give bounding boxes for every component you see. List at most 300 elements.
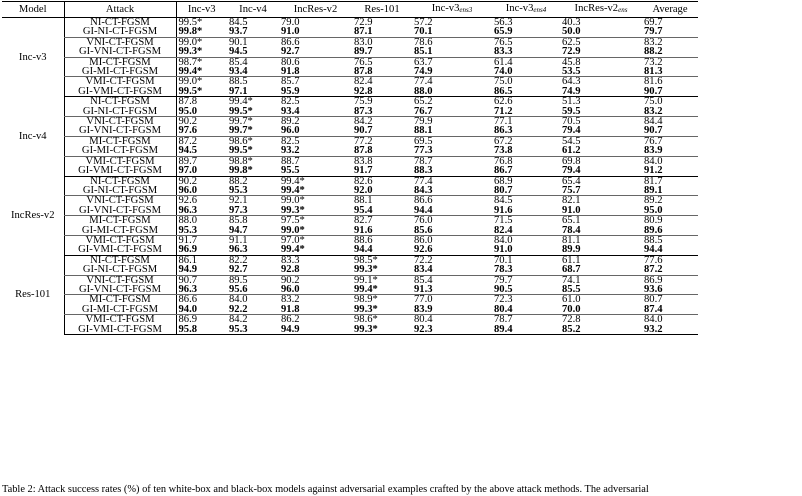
value-cell — [352, 186, 412, 196]
value-text: 98.8* — [229, 155, 253, 167]
value-text: 90.5 — [494, 283, 513, 295]
value-cell — [560, 166, 642, 176]
attack-name: GI-VMI-CT-FGSM — [64, 325, 176, 335]
value-text: 83.4 — [414, 264, 433, 276]
value-text: 93.4 — [281, 105, 300, 117]
value-text: 94.5 — [178, 145, 198, 157]
value-text: 83.2 — [281, 294, 300, 306]
value-cell — [176, 226, 227, 236]
value-cell — [279, 325, 352, 335]
value-cell — [642, 206, 698, 216]
attack-name: GI-VNI-CT-FGSM — [64, 126, 176, 136]
header-col-main: Inc-v3 — [505, 3, 534, 14]
value-text: 89.7 — [178, 155, 198, 167]
value-cell — [227, 166, 279, 176]
value-text: 96.3 — [178, 204, 198, 216]
value-text: 87.3 — [354, 105, 373, 117]
value-text: 79.7 — [644, 26, 663, 38]
value-text: 82.5 — [281, 135, 300, 147]
model-name: Inc-v4 — [18, 130, 47, 142]
value-cell — [279, 206, 352, 216]
value-text: 86.7 — [494, 165, 513, 177]
value-text: 93.2 — [644, 323, 663, 335]
value-text: 91.7 — [178, 234, 198, 246]
value-cell — [560, 206, 642, 216]
value-cell — [492, 325, 560, 335]
value-text: 84.5 — [494, 195, 513, 207]
value-text: 84.2 — [354, 116, 373, 128]
value-text: 99.0* — [178, 76, 203, 88]
value-cell — [492, 305, 560, 315]
results-table — [2, 1, 698, 335]
value-cell — [642, 27, 698, 37]
value-text: 95.0 — [644, 204, 663, 216]
value-text: 92.7 — [281, 46, 300, 58]
value-text: 82.2 — [229, 254, 248, 266]
attack-name: GI-MI-CT-FGSM — [64, 67, 176, 77]
value-text: 70.0 — [562, 303, 581, 315]
value-text: 78.7 — [414, 155, 433, 167]
header-col-sub: ens3 — [459, 6, 473, 14]
value-cell — [352, 206, 412, 216]
value-text: 96.9 — [178, 244, 198, 256]
value-cell — [642, 285, 698, 295]
value-cell — [352, 27, 412, 37]
value-text: 82.6 — [354, 175, 373, 187]
value-text: 76.7 — [414, 105, 433, 117]
table-row — [2, 206, 698, 216]
value-cell — [412, 265, 492, 275]
value-text: 90.2 — [281, 274, 300, 286]
value-text: 87.1 — [354, 26, 373, 38]
value-text: 91.1 — [229, 234, 248, 246]
value-text: 91.2 — [644, 165, 663, 177]
value-text: 79.0 — [281, 17, 300, 28]
value-text: 90.2 — [178, 175, 198, 187]
value-cell — [352, 87, 412, 97]
attack-name: GI-VMI-CT-FGSM — [64, 245, 176, 255]
value-text: 88.2 — [229, 175, 248, 187]
value-cell — [560, 305, 642, 315]
value-cell — [227, 126, 279, 136]
header-col-4 — [412, 2, 492, 18]
value-cell — [227, 47, 279, 57]
value-text: 99.3* — [354, 264, 378, 276]
value-text: 68.9 — [494, 175, 513, 187]
value-cell — [412, 325, 492, 335]
value-cell — [492, 206, 560, 216]
value-text: 89.6 — [644, 224, 663, 236]
value-text: 96.3 — [229, 244, 248, 256]
value-text: 54.5 — [562, 135, 581, 147]
value-text: 92.3 — [414, 323, 433, 335]
value-text: 94.7 — [229, 224, 248, 236]
value-cell — [560, 126, 642, 136]
value-cell — [492, 87, 560, 97]
value-text: 86.2 — [281, 314, 300, 326]
value-text: 81.7 — [644, 175, 663, 187]
value-text: 92.6 — [414, 244, 433, 256]
table-row — [2, 186, 698, 196]
value-cell — [176, 245, 227, 255]
attack-name: GI-VMI-CT-FGSM — [64, 87, 176, 97]
value-cell — [560, 285, 642, 295]
value-text: 87.2 — [178, 135, 198, 147]
value-text: 89.1 — [644, 184, 663, 196]
value-cell — [412, 245, 492, 255]
value-cell — [560, 226, 642, 236]
value-text: 77.1 — [494, 116, 513, 128]
value-text: 98.6* — [229, 135, 253, 147]
value-cell — [279, 146, 352, 156]
value-text: 76.7 — [644, 135, 663, 147]
value-cell — [227, 245, 279, 255]
attack-name: VNI-CT-FGSM — [64, 275, 176, 285]
value-cell — [412, 47, 492, 57]
value-cell — [352, 107, 412, 117]
value-text: 99.7* — [229, 116, 253, 128]
value-text: 72.9 — [354, 17, 373, 28]
value-cell — [492, 47, 560, 57]
value-text: 83.8 — [354, 155, 373, 167]
value-text: 89.2 — [281, 116, 300, 128]
value-cell — [227, 146, 279, 156]
value-cell — [176, 27, 227, 37]
value-text: 69.8 — [562, 155, 581, 167]
value-text: 83.0 — [354, 36, 373, 48]
value-text: 88.0 — [414, 85, 433, 97]
value-text: 99.8* — [178, 26, 203, 38]
table-row — [2, 325, 698, 335]
value-text: 80.6 — [281, 56, 300, 68]
value-text: 82.5 — [281, 96, 300, 108]
value-text: 75.7 — [562, 184, 581, 196]
value-cell — [492, 146, 560, 156]
value-cell — [642, 186, 698, 196]
value-cell — [176, 186, 227, 196]
value-text: 70.1 — [494, 254, 513, 266]
value-text: 89.9 — [562, 244, 581, 256]
value-text: 91.8 — [281, 66, 300, 78]
table-row — [2, 226, 698, 236]
value-cell — [492, 186, 560, 196]
value-text: 86.6 — [178, 294, 198, 306]
attack-name: MI-CT-FGSM — [64, 136, 176, 146]
value-text: 89.5 — [229, 274, 248, 286]
value-text: 80.4 — [494, 303, 513, 315]
value-text: 73.8 — [494, 145, 513, 157]
value-text: 75.0 — [644, 96, 663, 108]
value-text: 79.4 — [562, 125, 581, 137]
header-col-main: Inc-v3 — [187, 3, 216, 15]
value-cell — [560, 245, 642, 255]
header-col-sub: ens — [618, 6, 628, 14]
table-row — [2, 126, 698, 136]
value-cell — [642, 126, 698, 136]
value-text: 61.2 — [562, 145, 581, 157]
attack-name: GI-NI-CT-FGSM — [64, 186, 176, 196]
value-cell — [176, 285, 227, 295]
value-cell — [279, 245, 352, 255]
value-cell — [492, 126, 560, 136]
value-text: 92.0 — [354, 184, 373, 196]
value-text: 84.2 — [229, 314, 248, 326]
value-cell — [279, 107, 352, 117]
value-text: 84.5 — [229, 17, 248, 28]
table-row — [2, 166, 698, 176]
value-text: 95.4 — [354, 204, 373, 216]
value-text: 76.5 — [494, 36, 513, 48]
header-model: Model — [2, 2, 64, 18]
header-col-main: Average — [652, 3, 688, 15]
value-text: 90.7 — [178, 274, 198, 286]
value-cell — [492, 226, 560, 236]
value-text: 85.7 — [281, 76, 300, 88]
value-text: 94.5 — [229, 46, 248, 58]
value-text: 77.4 — [414, 76, 433, 88]
value-cell — [560, 67, 642, 77]
value-text: 83.2 — [644, 105, 663, 117]
value-cell — [227, 226, 279, 236]
attack-name: GI-VNI-CT-FGSM — [64, 285, 176, 295]
header-col-1 — [227, 2, 279, 18]
value-cell — [279, 305, 352, 315]
value-text: 74.1 — [562, 274, 581, 286]
value-cell — [642, 305, 698, 315]
value-text: 94.4 — [354, 244, 373, 256]
value-text: 76.5 — [354, 56, 373, 68]
value-text: 95.3 — [229, 184, 248, 196]
value-text: 90.1 — [229, 36, 248, 48]
value-text: 50.0 — [562, 26, 581, 38]
value-cell — [642, 67, 698, 77]
model-name: IncRes-v2 — [10, 209, 55, 221]
value-text: 91.6 — [354, 224, 373, 236]
value-cell — [412, 186, 492, 196]
value-text: 99.4* — [281, 244, 305, 256]
value-text: 86.6 — [281, 36, 300, 48]
value-text: 99.3* — [354, 303, 378, 315]
value-text: 88.7 — [281, 155, 300, 167]
value-cell — [642, 47, 698, 57]
header-col-5 — [492, 2, 560, 18]
header-attack: Attack — [64, 2, 176, 18]
value-text: 95.0 — [178, 105, 198, 117]
value-text: 72.2 — [414, 254, 433, 266]
value-text: 77.6 — [644, 254, 663, 266]
value-cell — [279, 126, 352, 136]
value-text: 83.9 — [644, 145, 663, 157]
value-text: 80.7 — [644, 294, 663, 306]
header-col-main: IncRes-v2 — [293, 3, 338, 15]
value-text: 88.3 — [414, 165, 433, 177]
value-text: 90.7 — [354, 125, 373, 137]
attack-name: GI-MI-CT-FGSM — [64, 305, 176, 315]
value-text: 99.4* — [281, 175, 305, 187]
value-text: 85.4 — [229, 56, 248, 68]
value-text: 77.0 — [414, 294, 433, 306]
value-text: 99.0* — [178, 36, 203, 48]
value-text: 88.5 — [644, 234, 663, 246]
value-text: 65.2 — [414, 96, 433, 108]
value-cell — [412, 226, 492, 236]
value-text: 83.3 — [281, 254, 300, 266]
value-text: 97.5* — [281, 215, 305, 227]
table-row — [2, 47, 698, 57]
value-text: 77.4 — [414, 175, 433, 187]
value-text: 94.9 — [281, 323, 300, 335]
value-cell — [227, 206, 279, 216]
value-cell — [279, 186, 352, 196]
header-col-2 — [279, 2, 352, 18]
value-cell — [176, 107, 227, 117]
value-text: 72.8 — [562, 314, 581, 326]
header-col-6 — [560, 2, 642, 18]
value-text: 90.2 — [178, 116, 198, 128]
value-text: 97.6 — [178, 125, 198, 137]
attack-name: GI-MI-CT-FGSM — [64, 146, 176, 156]
value-text: 95.3 — [229, 323, 248, 335]
value-cell — [227, 27, 279, 37]
value-text: 94.4 — [414, 204, 433, 216]
value-cell — [412, 146, 492, 156]
value-text: 56.3 — [494, 17, 513, 28]
value-cell — [279, 166, 352, 176]
value-text: 84.0 — [644, 314, 663, 326]
value-text: 90.7 — [644, 85, 663, 97]
value-text: 95.6 — [229, 283, 248, 295]
value-text: 85.8 — [229, 215, 248, 227]
value-text: 95.8 — [178, 323, 198, 335]
value-cell — [412, 27, 492, 37]
value-cell — [176, 265, 227, 275]
value-text: 70.1 — [414, 26, 433, 38]
value-cell — [412, 305, 492, 315]
value-cell — [279, 67, 352, 77]
header-col-3 — [352, 2, 412, 18]
value-text: 62.6 — [494, 96, 513, 108]
value-text: 99.1* — [354, 274, 378, 286]
value-cell — [352, 245, 412, 255]
attack-name: GI-MI-CT-FGSM — [64, 226, 176, 236]
value-text: 74.0 — [494, 66, 513, 78]
value-cell — [352, 265, 412, 275]
attack-name: VNI-CT-FGSM — [64, 196, 176, 206]
value-text: 72.3 — [494, 294, 513, 306]
value-text: 97.3 — [229, 204, 248, 216]
table-row — [2, 265, 698, 275]
value-cell — [642, 107, 698, 117]
header-col-7 — [642, 2, 698, 18]
value-text: 91.0 — [562, 204, 581, 216]
value-text: 89.2 — [644, 195, 663, 207]
value-text: 84.0 — [494, 234, 513, 246]
value-cell — [412, 126, 492, 136]
value-text: 83.2 — [644, 36, 663, 48]
value-cell — [176, 47, 227, 57]
value-text: 63.7 — [414, 56, 433, 68]
attack-name: NI-CT-FGSM — [64, 255, 176, 265]
value-text: 85.2 — [562, 323, 581, 335]
value-text: 82.4 — [354, 76, 373, 88]
value-text: 69.5 — [414, 135, 433, 147]
header-col-sub: ens4 — [533, 6, 547, 14]
value-text: 99.4* — [229, 96, 253, 108]
value-text: 86.9 — [178, 314, 198, 326]
value-text: 86.3 — [494, 125, 513, 137]
value-text: 61.0 — [562, 294, 581, 306]
value-text: 95.9 — [281, 85, 300, 97]
value-text: 99.0* — [281, 195, 305, 207]
value-text: 80.4 — [414, 314, 433, 326]
value-text: 75.0 — [494, 76, 513, 88]
value-text: 93.2 — [281, 145, 300, 157]
value-text: 93.4 — [229, 66, 248, 78]
value-text: 99.5* — [229, 145, 253, 157]
value-cell — [176, 126, 227, 136]
value-cell — [227, 305, 279, 315]
value-text: 67.2 — [494, 135, 513, 147]
attack-name: MI-CT-FGSM — [64, 57, 176, 67]
value-text: 59.5 — [562, 105, 581, 117]
value-text: 79.4 — [562, 165, 581, 177]
value-text: 80.9 — [644, 215, 663, 227]
value-cell — [412, 87, 492, 97]
value-text: 86.1 — [178, 254, 198, 266]
value-cell — [560, 186, 642, 196]
value-text: 76.0 — [414, 215, 433, 227]
value-cell — [279, 87, 352, 97]
value-text: 91.3 — [414, 283, 433, 295]
value-text: 88.1 — [354, 195, 373, 207]
value-cell — [176, 87, 227, 97]
value-text: 73.2 — [644, 56, 663, 68]
attack-name: MI-CT-FGSM — [64, 216, 176, 226]
value-text: 81.1 — [562, 234, 581, 246]
table-row — [2, 27, 698, 37]
value-cell — [412, 107, 492, 117]
value-text: 91.0 — [281, 26, 300, 38]
value-text: 77.2 — [354, 135, 373, 147]
value-cell — [492, 166, 560, 176]
value-cell — [279, 265, 352, 275]
attack-name: VMI-CT-FGSM — [64, 156, 176, 166]
value-text: 88.0 — [178, 215, 198, 227]
value-text: 61.1 — [562, 254, 581, 266]
table-body — [2, 18, 698, 335]
value-cell — [492, 27, 560, 37]
value-text: 83.3 — [494, 46, 513, 58]
value-cell — [352, 67, 412, 77]
value-text: 93.7 — [229, 26, 248, 38]
value-text: 87.4 — [644, 303, 663, 315]
attack-name: MI-CT-FGSM — [64, 295, 176, 305]
value-text: 99.4* — [281, 184, 305, 196]
attack-name: NI-CT-FGSM — [64, 176, 176, 186]
value-text: 45.8 — [562, 56, 581, 68]
value-text: 91.0 — [494, 244, 513, 256]
value-cell — [176, 146, 227, 156]
value-cell — [642, 245, 698, 255]
value-cell — [176, 67, 227, 77]
value-text: 88.6 — [354, 234, 373, 246]
table-caption: Table 2: Attack success rates (%) of ten white-box and black-box models against adversarial examples crafted by the above attack methods. The adversarial — [2, 484, 649, 495]
value-text: 84.0 — [644, 155, 663, 167]
value-text: 96.3 — [178, 283, 198, 295]
value-text: 83.9 — [414, 303, 433, 315]
value-cell — [279, 27, 352, 37]
value-cell — [227, 265, 279, 275]
